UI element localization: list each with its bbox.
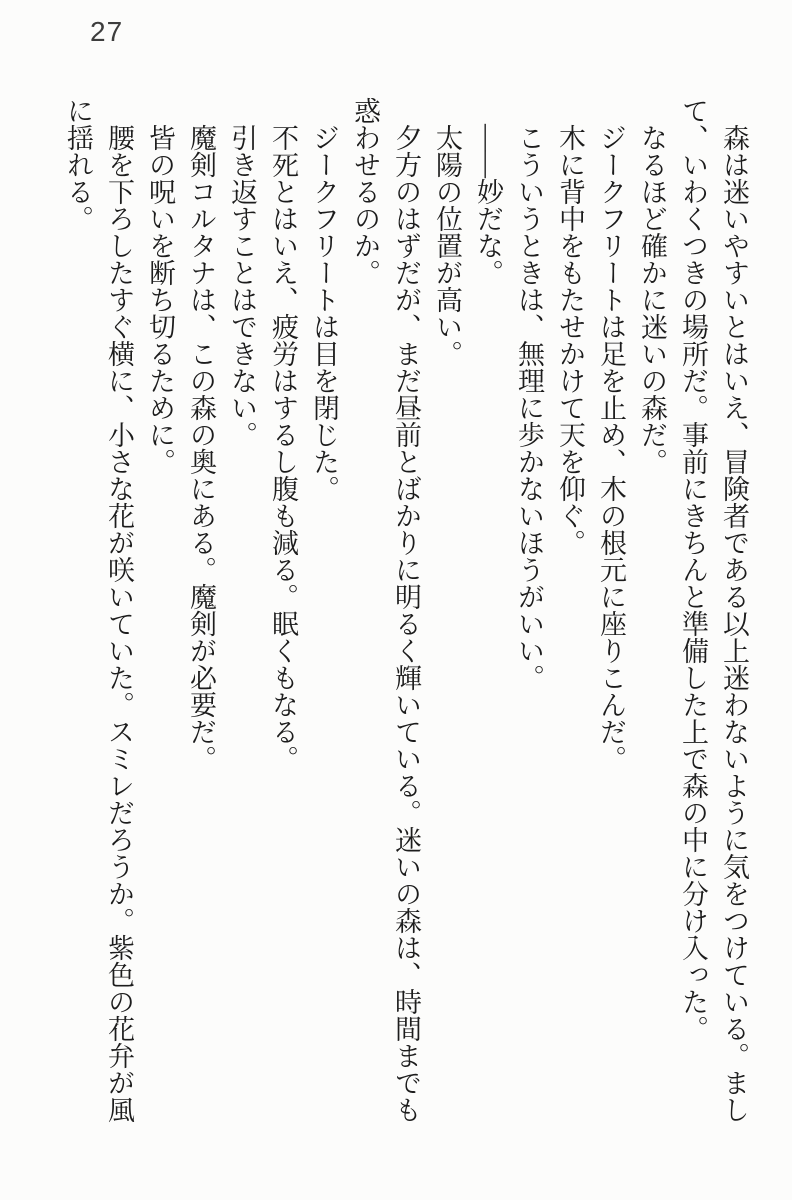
page-number: 27 [90,16,124,47]
paragraph: 森は迷いやすいとはいえ、冒険者である以上迷わないように気をつけている。まして、いわくつきの場所だ。事前にきちんと準備した上で森の中に分け入った。 [678,97,749,1123]
paragraph: 夕方のはずだが、まだ昼前とばかりに明るく輝いている。迷いの森は、時間までも惑わせるのか。 [350,97,421,1123]
paragraph: 皆の呪いを断ち切るために。 [145,124,175,475]
paragraph: こういうときは、無理に歩かないほうがいい。 [514,124,544,691]
paragraph: 腰を下ろしたすぐ横に、小さな花が咲いていた。スミレだろうか。紫色の花弁が風に揺れる。 [63,97,134,1123]
paragraph: 引き返すことはできない。 [227,124,257,448]
paragraph: なるほど確かに迷いの森だ。 [637,124,667,475]
paragraph: ――妙だな。 [473,124,503,286]
vertical-text-block [57,97,754,1137]
paragraph: ジークフリートは目を閉じた。 [309,124,339,502]
paragraph: 太陽の位置が高い。 [432,124,462,367]
paragraph: 不死とはいえ、疲労はするし腹も減る。眠くもなる。 [268,124,298,772]
paragraph: ジークフリートは足を止め、木の根元に座りこんだ。 [596,124,626,772]
paragraph: 木に背中をもたせかけて天を仰ぐ。 [555,124,585,556]
paragraph: 魔剣コルタナは、この森の奥にある。魔剣が必要だ。 [186,124,216,772]
